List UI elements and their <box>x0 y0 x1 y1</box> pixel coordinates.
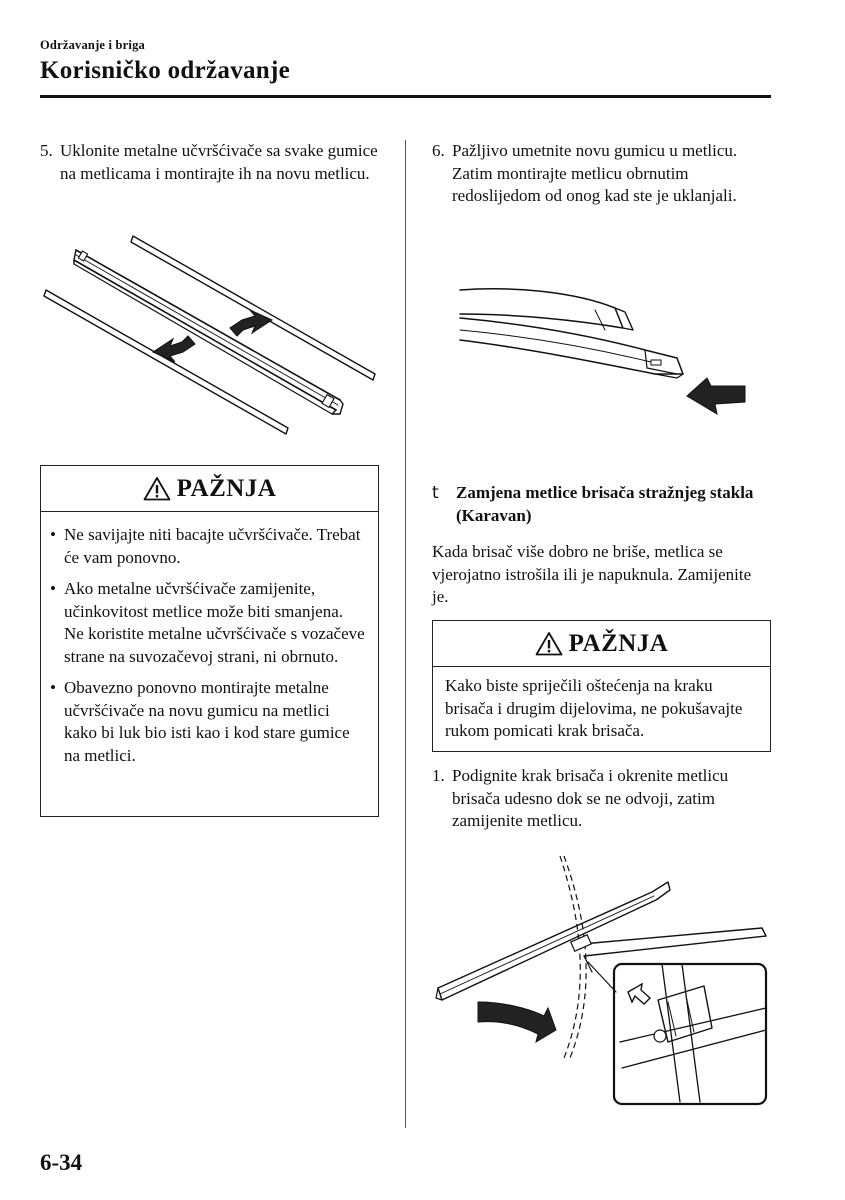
caution-bullet-text: Ne savijajte niti bacajte učvršćivače. Trebat će vam ponovno. <box>64 525 361 567</box>
step-5-number: 5. <box>40 141 53 160</box>
caution-bullets <box>41 512 378 767</box>
rotation-path <box>560 856 580 1058</box>
step-6-text: Pažljivo umetnite novu gumicu u metlicu. Zatim montirajte metlicu obrnutim redoslijedom od onog kad ste je uklanjali. <box>452 141 738 205</box>
column-divider <box>405 140 406 1128</box>
caution-title: PAŽNJA <box>176 474 277 502</box>
step-5-text: Uklonite metalne učvršćivače sa svake gumice na metlicama i montirajte ih na novu metlicu. <box>60 141 378 183</box>
page-title: Korisničko održavanje <box>40 57 291 84</box>
step-1-number: 1. <box>432 766 445 785</box>
warning-triangle-icon <box>535 631 563 656</box>
step-5 <box>40 140 385 185</box>
section-label: Održavanje i briga <box>40 38 145 52</box>
caution-bullet-text: Ako metalne učvršćivače zamijenite, učinkovitost metlice može biti smanjena. <box>64 579 344 621</box>
caution-box-left <box>40 465 379 817</box>
wiper-arm <box>460 289 623 328</box>
caution-bullet: • Obavezno ponovno montirajte metalne učvršćivače na novu gumicu na metlici kako bi luk bio isti kao i kod stare gumice na metlici. <box>41 677 366 767</box>
arrow-up-right-icon <box>153 336 195 362</box>
subsection-marker: t <box>432 483 439 503</box>
title-rule <box>40 95 771 98</box>
rotate-blade-illustration <box>432 852 772 1108</box>
warning-triangle-icon <box>143 476 171 501</box>
page-number: 6-34 <box>40 1150 83 1175</box>
wiper-arm <box>582 928 766 956</box>
insert-blade-illustration <box>455 278 755 428</box>
arrow-down-left-icon <box>230 310 272 336</box>
caution-text: Kako biste spriječili oštećenja na kraku brisača i drugim dijelovima, ne pokušavajte rukom pomicati krak brisača. <box>445 676 743 740</box>
caution-bullet: • Ako metalne učvršćivače zamijenite, učinkovitost metlice može biti smanjena. Ne koristite metalne učvršćivače s vozačeve strane na suvozačevoj strani, ni obrnuto. <box>41 578 366 668</box>
caution-header <box>41 466 378 512</box>
curved-arrow-icon <box>478 1002 556 1042</box>
caution-title: PAŽNJA <box>568 629 669 657</box>
step-1 <box>432 765 772 833</box>
subsection-heading <box>432 482 772 527</box>
caution-bullet-text: Ne koristite metalne učvršćivače s vozačeve strane na suvozačevoj strani, ni obrnuto. <box>64 624 365 666</box>
step-1-text: Podignite krak brisača i okrenite metlicu brisača udesno dok se ne odvoji, zatim zamijenite metlicu. <box>452 766 729 830</box>
blade-retainer-illustration <box>40 228 385 438</box>
caution-box-right <box>432 620 771 752</box>
intro-paragraph: Kada brisač više dobro ne briše, metlica se vjerojatno istrošila ili je napuknula. Zamijenite je. <box>432 542 752 606</box>
caution-bullet: • Ne savijajte niti bacajte učvršćivače. Trebat će vam ponovno. <box>41 524 366 569</box>
step-6 <box>432 140 772 208</box>
step-6-number: 6. <box>432 141 445 160</box>
detail-inset <box>614 964 766 1104</box>
wiper-blade <box>460 318 683 374</box>
caution-header <box>433 621 770 667</box>
arrow-left-icon <box>687 378 745 414</box>
subsection-title: Zamjena metlice brisača stražnjeg stakla (Karavan) <box>456 483 754 525</box>
caution-bullet-text: Obavezno ponovno montirajte metalne učvršćivače na novu gumicu na metlici kako bi luk bio isti kao i kod stare gumice na metlici. <box>64 678 350 765</box>
